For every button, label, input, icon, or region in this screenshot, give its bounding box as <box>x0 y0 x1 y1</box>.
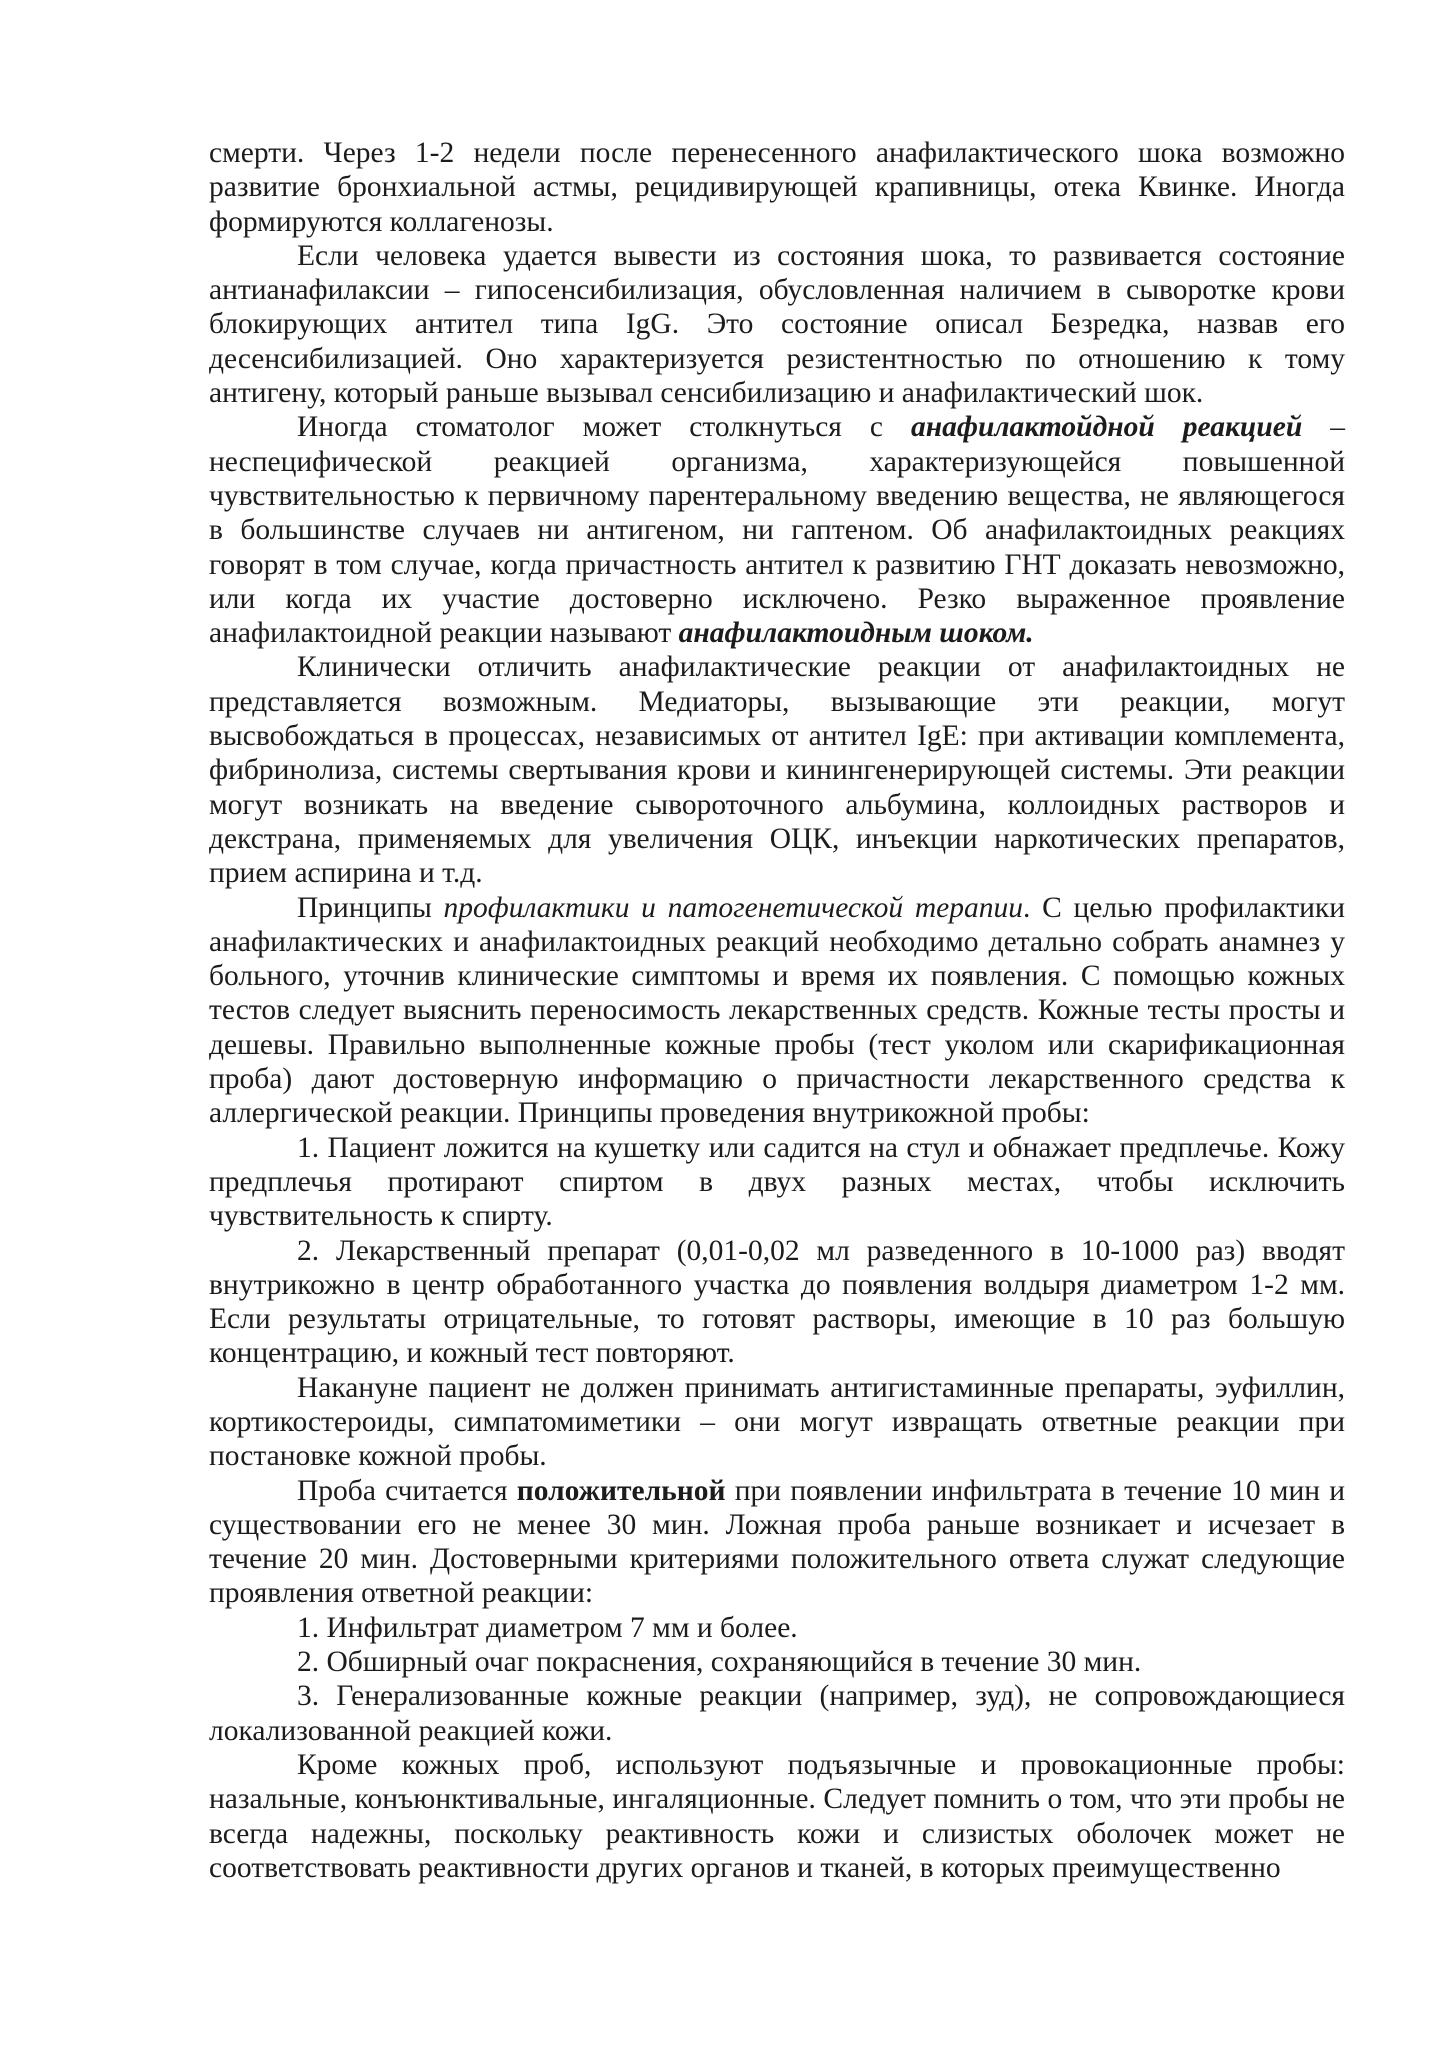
text-run: Принципы <box>297 891 444 924</box>
text-run: Проба считается <box>297 1474 517 1507</box>
criteria-item-3 <box>209 1679 1345 1748</box>
text-run: 1. Инфильтрат диаметром 7 мм и более. <box>297 1611 798 1644</box>
criteria-item-1 <box>209 1611 1345 1645</box>
paragraph-2 <box>209 239 1345 410</box>
paragraph-3 <box>209 410 1345 650</box>
text-run: 2. Лекарственный препарат (0,01-0,02 мл разведенного в 10-1000 раз) вводят внутрикожно в центр обработанного участка до появления волдыря диаметром 1-2 мм. Если результаты отрицательные, то готовят растворы, имеющие в 10 раз большую концентрацию, и кожный тест повторяют. <box>209 1234 1345 1370</box>
paragraph-7 <box>209 1474 1345 1611</box>
paragraph-8 <box>209 1748 1345 1885</box>
term-positive: положительной <box>516 1474 726 1507</box>
text-run: 2. Обширный очаг покраснения, сохраняющийся в течение 30 мин. <box>297 1646 1142 1679</box>
text-run: . С целью профилактики анафилактических и анафилактоидных реакций необходимо детально собрать анамнез у больного, уточнив клинические симптомы и время их появления. С помощью кожных тестов следует выяснить переносимость лекарственных средств. Кожные тесты просты и дешевы. Правильно выполненные кожные пробы (тест уколом или скарификационная проба) дают достоверную информацию о причастности лекарственного средства к аллергической реакции. Принципы проведения внутрикожной пробы: <box>209 891 1346 1130</box>
document-page <box>209 136 1345 1885</box>
text-run: при появлении инфильтрата в течение 10 мин и существовании его не менее 30 мин. Ложная проба раньше возникает и исчезает в течение 20 мин. Достоверными критериями положительного ответа служат следующие проявления ответной реакции: <box>209 1474 1345 1610</box>
text-run: Иногда стоматолог может столкнуться с <box>297 411 911 444</box>
paragraph-4 <box>209 650 1345 890</box>
term-anaphylactoid-reaction: анафилактойдной реакцией <box>911 411 1303 444</box>
text-run: Кроме кожных проб, используют подъязычные и провокационные пробы: назальные, конъюнктивальные, ингаляционные. Следует помнить о том, что эти пробы не всегда надежны, поскольку реактивность кожи и слизистых оболочек может не соответствовать реактивности других органов и тканей, в которых преимущественно <box>209 1748 1345 1884</box>
text-run: Клинически отличить анафилактические реакции от анафилактоидных не представляется возможным. Медиаторы, вызывающие эти реакции, могут высвобождаться в процессах, независимых от антител IgE: при активации комплемента, фибринолиза, системы свертывания крови и кинингенерирующей системы. Эти реакции могут возникать на введение сывороточного альбумина, коллоидных растворов и декстрана, применяемых для увеличения ОЦК, инъекции наркотических препаратов, прием аспирина и т.д. <box>209 651 1345 890</box>
list-item-2 <box>209 1234 1345 1371</box>
text-run: Накануне пациент не должен принимать антигистаминные препараты, эуфиллин, кортикостероиды, симпатомиметики – они могут извращать ответные реакции при постановке кожной пробы. <box>209 1371 1345 1473</box>
paragraph-1 <box>209 136 1345 239</box>
text-run: 3. Генерализованные кожные реакции (например, зуд), не сопровождающиеся локализованной реакцией кожи. <box>209 1680 1345 1747</box>
text-run: Если человека удается вывести из состояния шока, то развивается состояние антианафилаксии – гипосенсибилизация, обусловленная наличием в сыворотке крови блокирующих антител типа IgG. Это состояние описал Безредка, назвав его десенсибилизацией. Оно характеризуется резистентностью по отношению к тому антигену, который раньше вызывал сенсибилизацию и анафилактический шок. <box>209 239 1345 410</box>
text-run: – неспецифической реакцией организма, характеризующейся повышенной чувствительностью к первичному парентеральному введению вещества, не являющегося в большинстве случаев ни антигеном, ни гаптеном. Об анафилактоидных реакциях говорят в том случае, когда причастность антител к развитию ГНТ доказать невозможно, или когда их участие достоверно исключено. Резко выраженное проявление анафилактоидной реакции называют <box>209 411 1346 650</box>
criteria-item-2 <box>209 1645 1345 1679</box>
paragraph-6 <box>209 1371 1345 1474</box>
list-item-1 <box>209 1131 1345 1234</box>
text-run: смерти. Через 1-2 недели после перенесенного анафилактического шока возможно развитие бронхиальной астмы, рецидивирующей крапивницы, отека Квинке. Иногда формируются коллагенозы. <box>209 137 1345 238</box>
term-prevention-therapy: профилактики и патогенетической терапии <box>443 891 1024 924</box>
term-anaphylactoid-shock: анафилактоидным шоком. <box>678 617 1034 650</box>
text-run: 1. Пациент ложится на кушетку или садится на стул и обнажает предплечье. Кожу предплечья протирают спиртом в двух разных местах, чтобы исключить чувствительность к спирту. <box>209 1131 1345 1233</box>
paragraph-5 <box>209 891 1345 1131</box>
